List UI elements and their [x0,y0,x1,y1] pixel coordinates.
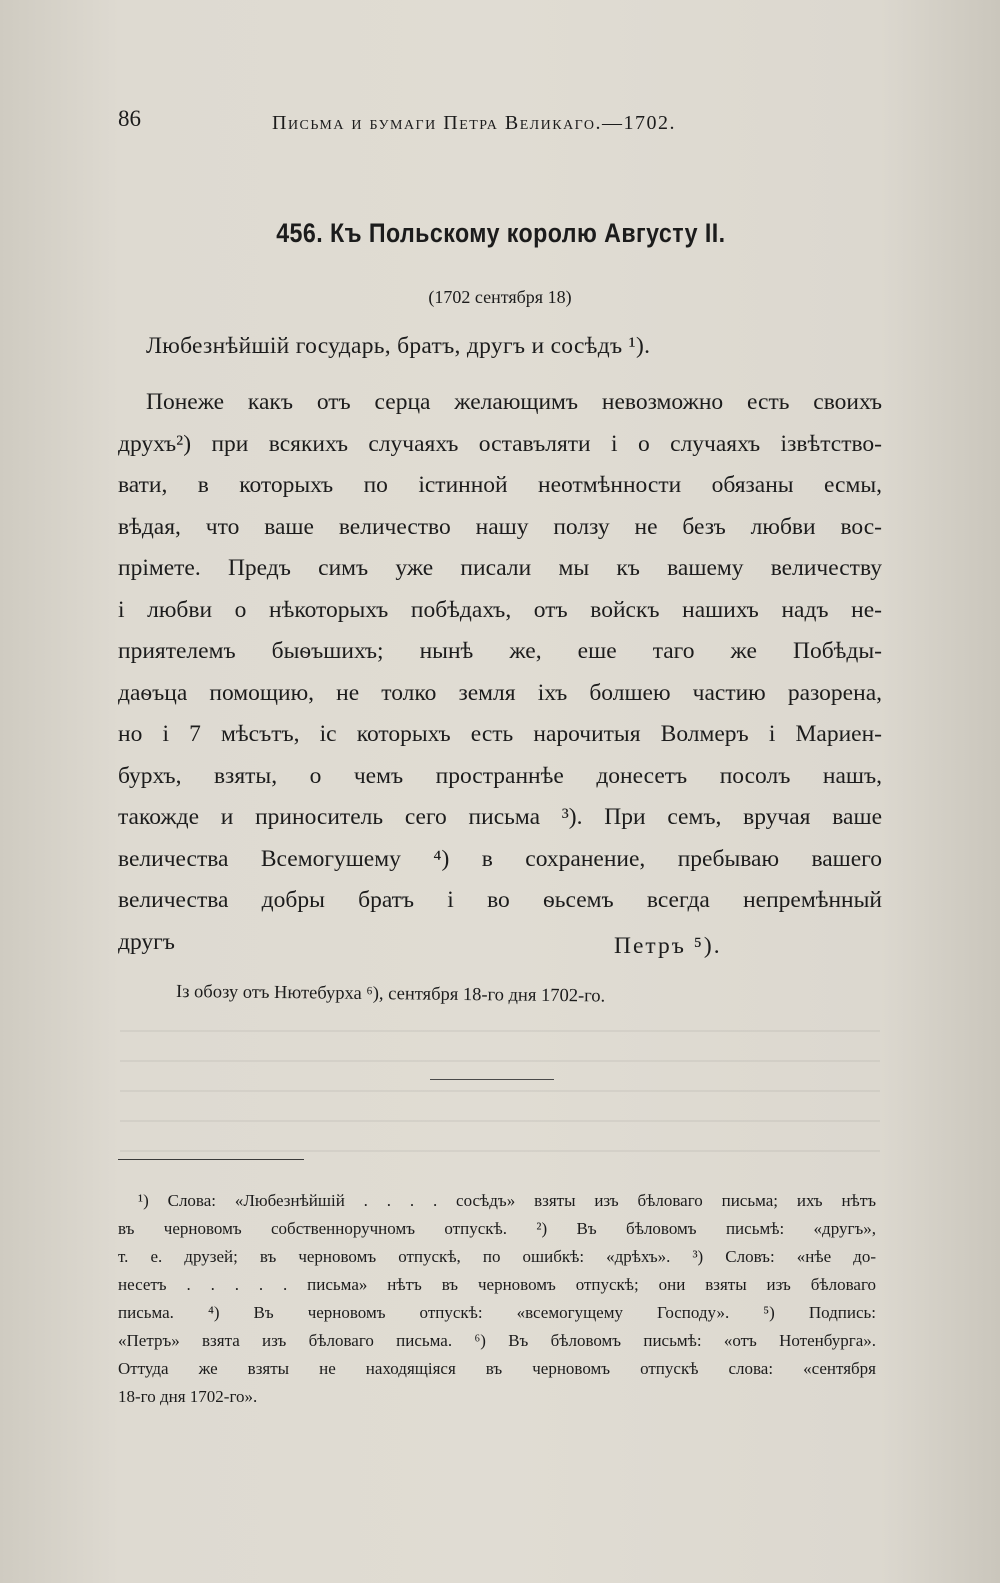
body-line: бурхъ, взяты, о чемъ пространнѣе донесетъ посолъ нашъ, [118,762,882,789]
footnote-line: письма. ⁴) Въ черновомъ отпускѣ: «всемогущему Господу». ⁵) Подпись: [118,1303,876,1322]
body-line: даѳъца помощию, не толко земля іхъ болшею частию разорена, [118,679,882,706]
footnote-line: т. е. друзей; въ черновомъ отпускѣ, по ошибкѣ: «дрѣхъ». ³) Словъ: «нѣе до- [118,1247,876,1266]
signature: Петръ ⁵). [614,933,722,959]
body-line: і любви о нѣкоторыхъ побѣдахъ, отъ войскъ нашихъ надъ не- [118,596,882,623]
footnotes [118,1187,876,1411]
page-number: 86 [118,106,141,131]
body-line: величества добры братъ і во ѳьсемъ всегда непремѣнный [118,887,882,913]
section-divider [430,1079,554,1080]
footnote-line: ¹) Слова: «Любезнѣйшій . . . . сосѣдъ» взяты изъ бѣловаго письма; ихъ нѣтъ [138,1191,876,1210]
body-line: другъ [118,928,175,955]
footnote-line: Оттуда же взяты не находящіяся въ черновомъ отпускѣ слова: «сентября [118,1359,876,1378]
document-date: (1702 сентября 18) [428,287,572,307]
salutation: Любезнѣйшій государь, братъ, другъ и сосѣдъ ¹). [146,333,651,359]
body-line: друхъ²) при всякихъ случаяхъ оставъляти і о случаяхъ ізвѣтство- [118,430,882,457]
body-line: приятелемъ быѳъшихъ; нынѣ же, еше таго же Побѣды- [118,638,882,664]
running-head [118,106,758,146]
footnote-rule [118,1159,304,1160]
body-line: вати, в которыхъ по істинной неотмѣнности обязаны есмы, [118,472,882,498]
closing-dateline: Із обозу отъ Нютебурха ⁶), сентября 18-го дня 1702-го. [175,982,606,1007]
body-line: но і 7 мѣсътъ, іс которыхъ есть нарочитыя Волмеръ і Мариен- [118,721,882,747]
footnote-line: въ черновомъ собственноручномъ отпускѣ. ²) Въ бѣловомъ письмѣ: «другъ», [118,1219,876,1238]
bleed-through-texture [120,1030,880,1170]
footnote-line: 18-го дня 1702-го». [118,1387,258,1406]
document-title: 456. Къ Польскому королю Августу II. [276,218,726,248]
body-line: величества Всемогушему ⁴) в сохранение, пребываю вашего [118,845,882,872]
body-line: Понеже какъ отъ серца желающимъ невозможно есть своихъ [146,389,882,415]
footnote-line: несетъ . . . . . письма» нѣтъ въ черновомъ отпускѣ; они взяты изъ бѣловаго [118,1275,876,1294]
body-line: прімете. Предъ симъ уже писали мы къ вашему величеству [118,555,882,581]
running-head-title: Письма и бумаги Петра Великаго.—1702. [272,112,677,134]
body-line: такожде и приноситель сего письма ³). При семъ, вручая ваше [118,804,882,830]
letter-body [118,382,882,963]
footnote-line: «Петръ» взята изъ бѣловаго письма. ⁶) Въ бѣловомъ письмѣ: «отъ Нотенбурга». [118,1331,876,1350]
body-line: вѣдая, что ваше величество нашу ползу не безъ любви вос- [118,513,882,540]
